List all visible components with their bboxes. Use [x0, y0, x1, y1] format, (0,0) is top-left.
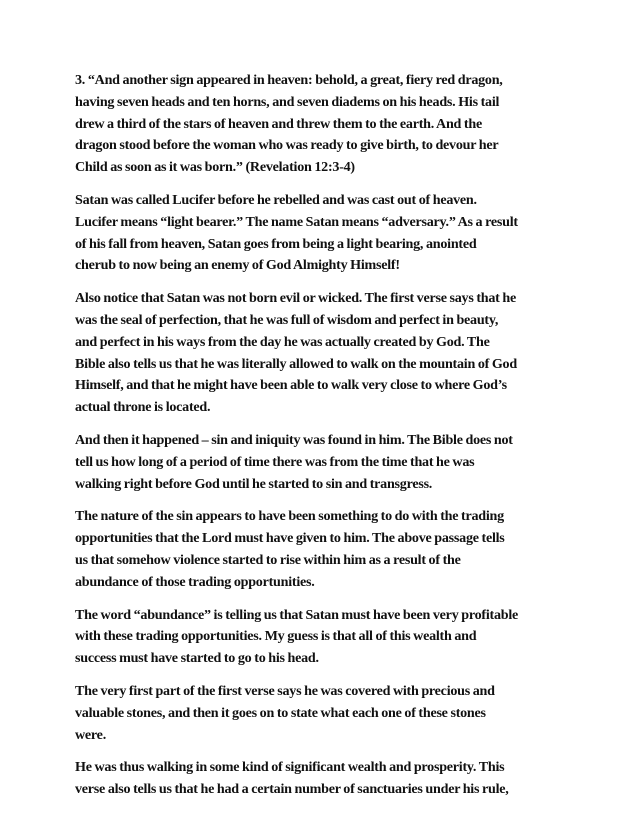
- text-line: 3. “And another sign appeared in heaven: behold, a great, fiery red dragon,: [75, 72, 503, 88]
- text-line: The word “abundance” is telling us that Satan must have been very profitable: [75, 606, 519, 623]
- text-line: tell us how long of a period of time there was from the time that he was: [75, 453, 475, 470]
- paragraph-sin-found: [75, 430, 575, 495]
- text-line: Also notice that Satan was not born evil or wicked. The first verse says that he: [75, 290, 516, 307]
- paragraph-scripture-quote: [75, 70, 575, 179]
- paragraph-nature-of-sin: [75, 506, 575, 593]
- text-line: drew a third of the stars of heaven and threw them to the earth. And the: [75, 115, 482, 132]
- text-line: was the seal of perfection, that he was full of wisdom and perfect in beauty,: [75, 311, 499, 328]
- text-line: abundance of those trading opportunities.: [75, 573, 315, 590]
- text-line: Lucifer means “light bearer.” The name Satan means “adversary.” As a result: [75, 213, 518, 230]
- text-line: dragon stood before the woman who was ready to give birth, to devour her: [75, 137, 499, 154]
- paragraph-wealth-prosperity: [75, 757, 575, 801]
- document-page: [75, 70, 575, 812]
- text-line: Bible also tells us that he was literally allowed to walk on the mountain of God: [75, 355, 517, 372]
- text-line: valuable stones, and then it goes on to state what each one of these stones: [75, 704, 486, 721]
- text-line: The nature of the sin appears to have been something to do with the trading: [75, 508, 504, 525]
- text-line: Satan was called Lucifer before he rebelled and was cast out of heaven.: [75, 191, 477, 208]
- text-line: of his fall from heaven, Satan goes from being a light bearing, anointed: [75, 235, 477, 252]
- text-line: were.: [75, 726, 106, 743]
- text-line: having seven heads and ten horns, and seven diadems on his heads. His tail: [75, 93, 500, 110]
- paragraph-abundance: [75, 605, 575, 670]
- text-line: Himself, and that he might have been able to walk very close to where God’s: [75, 377, 507, 394]
- paragraph-not-born-evil: [75, 288, 575, 419]
- text-line: The very first part of the first verse says he was covered with precious and: [75, 682, 495, 699]
- text-line: Child as soon as it was born.” (Revelation 12:3-4): [75, 159, 355, 176]
- text-line: He was thus walking in some kind of significant wealth and prosperity. This: [75, 759, 505, 776]
- text-line: walking right before God until he started to sin and transgress.: [75, 475, 433, 492]
- text-line: with these trading opportunities. My guess is that all of this wealth and: [75, 628, 477, 645]
- paragraph-lucifer: [75, 190, 575, 277]
- paragraph-precious-stones: [75, 681, 575, 746]
- text-line: and perfect in his ways from the day he was actually created by God. The: [75, 333, 490, 350]
- text-line: And then it happened – sin and iniquity was found in him. The Bible does not: [75, 431, 513, 448]
- text-line: cherub to now being an enemy of God Almighty Himself!: [75, 257, 400, 274]
- text-line: us that somehow violence started to rise within him as a result of the: [75, 551, 461, 568]
- text-line: actual throne is located.: [75, 399, 211, 416]
- text-line: success must have started to go to his head.: [75, 650, 319, 667]
- text-line: opportunities that the Lord must have given to him. The above passage tells: [75, 530, 505, 547]
- text-line: verse also tells us that he had a certain number of sanctuaries under his rule,: [75, 781, 509, 798]
